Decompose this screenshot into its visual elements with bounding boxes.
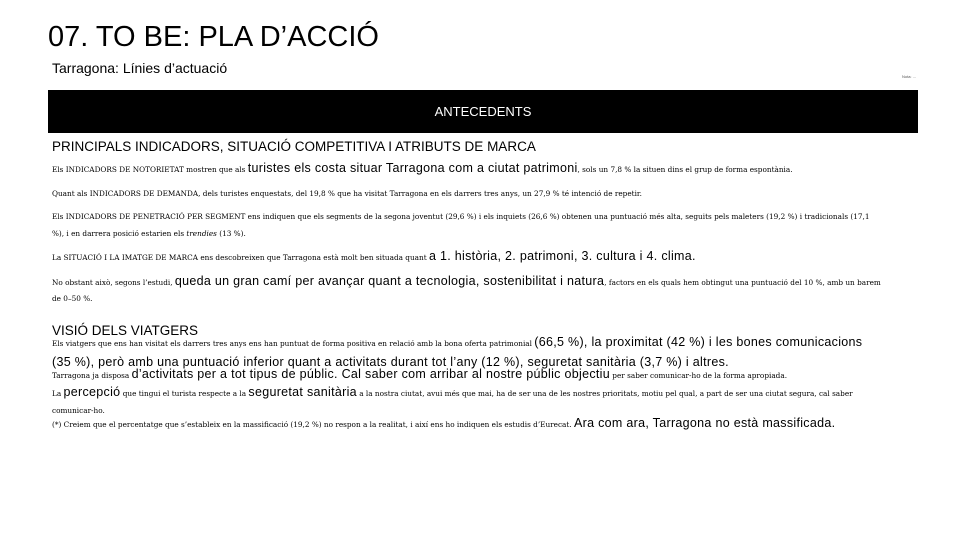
text-line [52, 249, 696, 265]
highlight-text: percepció [63, 385, 121, 399]
highlight-text: turistes els costa situar Tarragona com a ciutat patrimoni [247, 161, 578, 175]
banner-label: ANTECEDENTS [434, 104, 532, 119]
section-heading-indicators: PRINCIPALS INDICADORS, SITUACIÓ COMPETITIVA I ATRIBUTS DE MARCA [52, 139, 536, 154]
text-segment: %), i en darrera posició estarien els [52, 229, 187, 238]
text-line [52, 185, 642, 201]
text-segment: a la nostra ciutat, avui més que mai, ha de ser una de les nostres prioritats, motiu pel qual, a part de ser una ciutat segura, cal saber [356, 389, 853, 398]
text-line [52, 367, 787, 383]
text-line [52, 225, 246, 241]
text-line [52, 161, 793, 177]
text-line [52, 385, 853, 401]
text-segment: , factors en els quals hem obtingut una puntuació del 10 %, amb un barem [604, 278, 881, 287]
text-line [52, 208, 869, 224]
highlight-text: (35 %), però amb una puntuació inferior quant a activitats durant tot l’any (12 %), seguretat sanitària (3,7 %) i altres. [52, 355, 729, 369]
text-line [52, 290, 92, 306]
source-note: Nota: ... [901, 74, 916, 79]
highlight-text: seguretat sanitària [248, 385, 357, 399]
text-line [52, 416, 835, 432]
highlight-text: (66,5 %), la proximitat (42 %) i les bones comunicacions [534, 335, 863, 349]
text-segment: Tarragona ja disposa [52, 371, 132, 380]
text-segment: (*) Creiem que el percentatge que s’estableix en la massificació (19,2 %) no respon a la realitat, i així ens ho indiquen els estudis d’Eurecat. [52, 420, 574, 429]
highlight-text: queda un gran camí per avançar quant a tecnologia, sostenibilitat i natura [174, 274, 605, 288]
text-segment: Els INDICADORS DE NOTORIETAT mostren que als [52, 165, 248, 174]
text-segment: , sols un 7,8 % la situen dins el grup de forma espontània. [577, 165, 793, 174]
text-segment: de 0–50 %. [52, 294, 93, 303]
page-subtitle: Tarragona: Línies d’actuació [52, 60, 228, 76]
text-segment: que tingui el turista respecte a la [120, 389, 249, 398]
text-segment: trendies [186, 229, 217, 238]
highlight-text: d’activitats per a tot tipus de públic. Cal saber com arribar al nostre públic objectiu [131, 367, 610, 381]
highlight-text: Ara com ara, Tarragona no està massificada. [573, 416, 836, 430]
highlight-text: a 1. història, 2. patrimoni, 3. cultura i 4. clima. [428, 249, 696, 263]
section-heading-viatgers: VISIÓ DELS VIATGERS [52, 323, 199, 338]
section-banner [48, 90, 918, 133]
text-segment: Els INDICADORS DE PENETRACIÓ PER SEGMENT ens indiquen que els segments de la segona joventut (29,6 %) i els inquiets (26,6 %) obtenen una puntuació més alta, seguits pels maleters (19,2 %) i tradicionals (17,1 [52, 212, 870, 221]
text-segment: Els viatgers que ens han visitat els darrers tres anys ens han puntuat de forma positiva en relació amb la bona oferta patrimonial [52, 339, 535, 348]
text-segment: No obstant això, segons l’estudi, [52, 278, 175, 287]
text-segment: (13 %). [216, 229, 246, 238]
text-segment: La [52, 389, 64, 398]
text-segment: La SITUACIÓ I LA IMATGE DE MARCA ens descobreixen que Tarragona està molt ben situada quant [52, 253, 429, 262]
text-segment: comunicar-ho. [52, 406, 105, 415]
text-segment: per saber comunicar-ho de la forma apropiada. [609, 371, 788, 380]
text-line [52, 274, 881, 290]
text-segment: Quant als INDICADORS DE DEMANDA, dels turistes enquestats, del 19,8 % que ha visitat Tarragona en els darrers tres anys, un 27,9 % té intenció de repetir. [52, 189, 642, 198]
page-title: 07. TO BE: PLA D’ACCIÓ [48, 21, 379, 53]
text-line [52, 335, 862, 351]
